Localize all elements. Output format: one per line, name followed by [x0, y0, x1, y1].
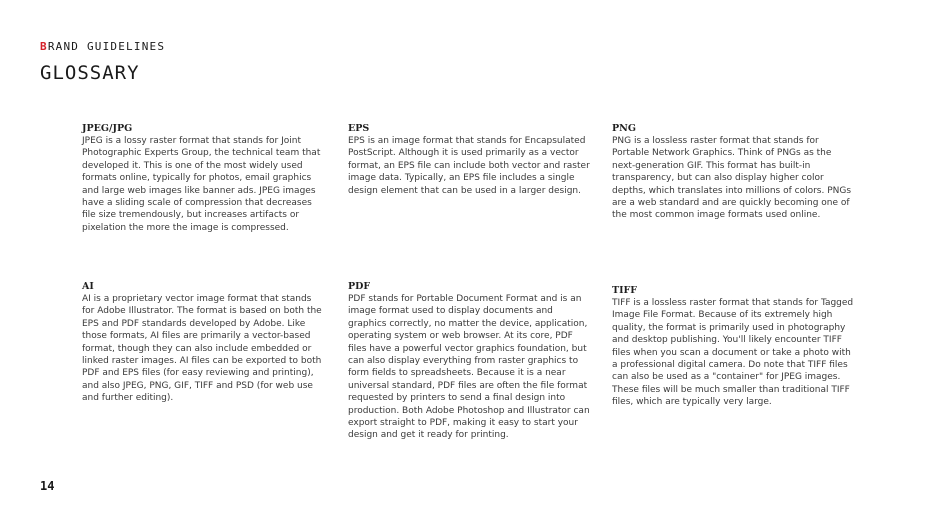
page-number: 14 [40, 479, 55, 493]
entry-description: PNG is a lossless raster format that stands for Portable Network Graphics. Think of PNGs as the next-generation GIF. This format has built-in transparency, but can also display higher color depths, which translates into millions of colors. PNGs are a web standard and are quickly becoming one of the most common image formats used online. [612, 136, 852, 221]
entry-term: TIFF [612, 285, 638, 296]
page-title: GLOSSARY [40, 62, 140, 84]
entry-term: JPEG/JPG [82, 123, 133, 134]
glossary-entry-tiff [612, 284, 855, 409]
glossary-entry-eps [348, 122, 591, 197]
glossary-entry-jpeg [82, 122, 325, 234]
glossary-entry-png [612, 122, 855, 222]
entry-description: PDF stands for Portable Document Format and is an image format used to display documents and graphics correctly, no matter the device, application, operating system or web browser. At its core, PDF files have a powerful vector graphics foundation, but can also display everything from raster graphics to form fields to spreadsheets. Because it is a near universal standard, PDF files are often the file format requested by printers to send a final design into production. Both Adobe Photoshop and Illustrator can export straight to PDF, making it easy to start your design and get it ready for printing. [348, 294, 590, 441]
brand-accent-letter: B [40, 40, 48, 53]
entry-description: TIFF is a lossless raster format that stands for Tagged Image File Format. Because of its extremely high quality, the format is primarily used in photography and desktop publishing. You'll likely encounter TIFF files when you scan a document or take a photo with a professional digital camera. Do note that TIFF files can also be used as a "container" for JPEG images. These files will be much smaller than traditional TIFF files, which are typically very large. [612, 298, 854, 408]
entry-term: PDF [348, 281, 371, 292]
glossary-entry-pdf [348, 280, 591, 442]
entry-description: JPEG is a lossy raster format that stands for Joint Photographic Experts Group, the technical team that developed it. This is one of the most widely used formats online, typically for photos, email graphics and large web images like banner ads. JPEG images have a sliding scale of compression that decreases file size tremendously, but increases artifacts or pixelation the more the image is compressed. [82, 136, 321, 233]
entry-description: EPS is an image format that stands for Encapsulated PostScript. Although it is used primarily as a vector format, an EPS file can include both vector and raster image data. Typically, an EPS file includes a single design element that can be used in a larger design. [348, 136, 590, 196]
glossary-entry-ai [82, 280, 325, 405]
brand-label-rest: RAND GUIDELINES [47, 40, 166, 53]
entry-description: AI is a proprietary vector image format that stands for Adobe Illustrator. The format is based on both the EPS and PDF standards developed by Adobe. Like those formats, AI files are primarily a vector-based format, though they can also include embedded or linked raster images. AI files can be exported to both PDF and EPS files (for easy reviewing and printing), and also JPEG, PNG, GIF, TIFF and PSD (for web use and further editing). [82, 294, 322, 404]
brand-guidelines-label [40, 40, 165, 53]
entry-term: PNG [612, 123, 636, 134]
entry-term: EPS [348, 123, 370, 134]
entry-term: AI [82, 281, 94, 292]
